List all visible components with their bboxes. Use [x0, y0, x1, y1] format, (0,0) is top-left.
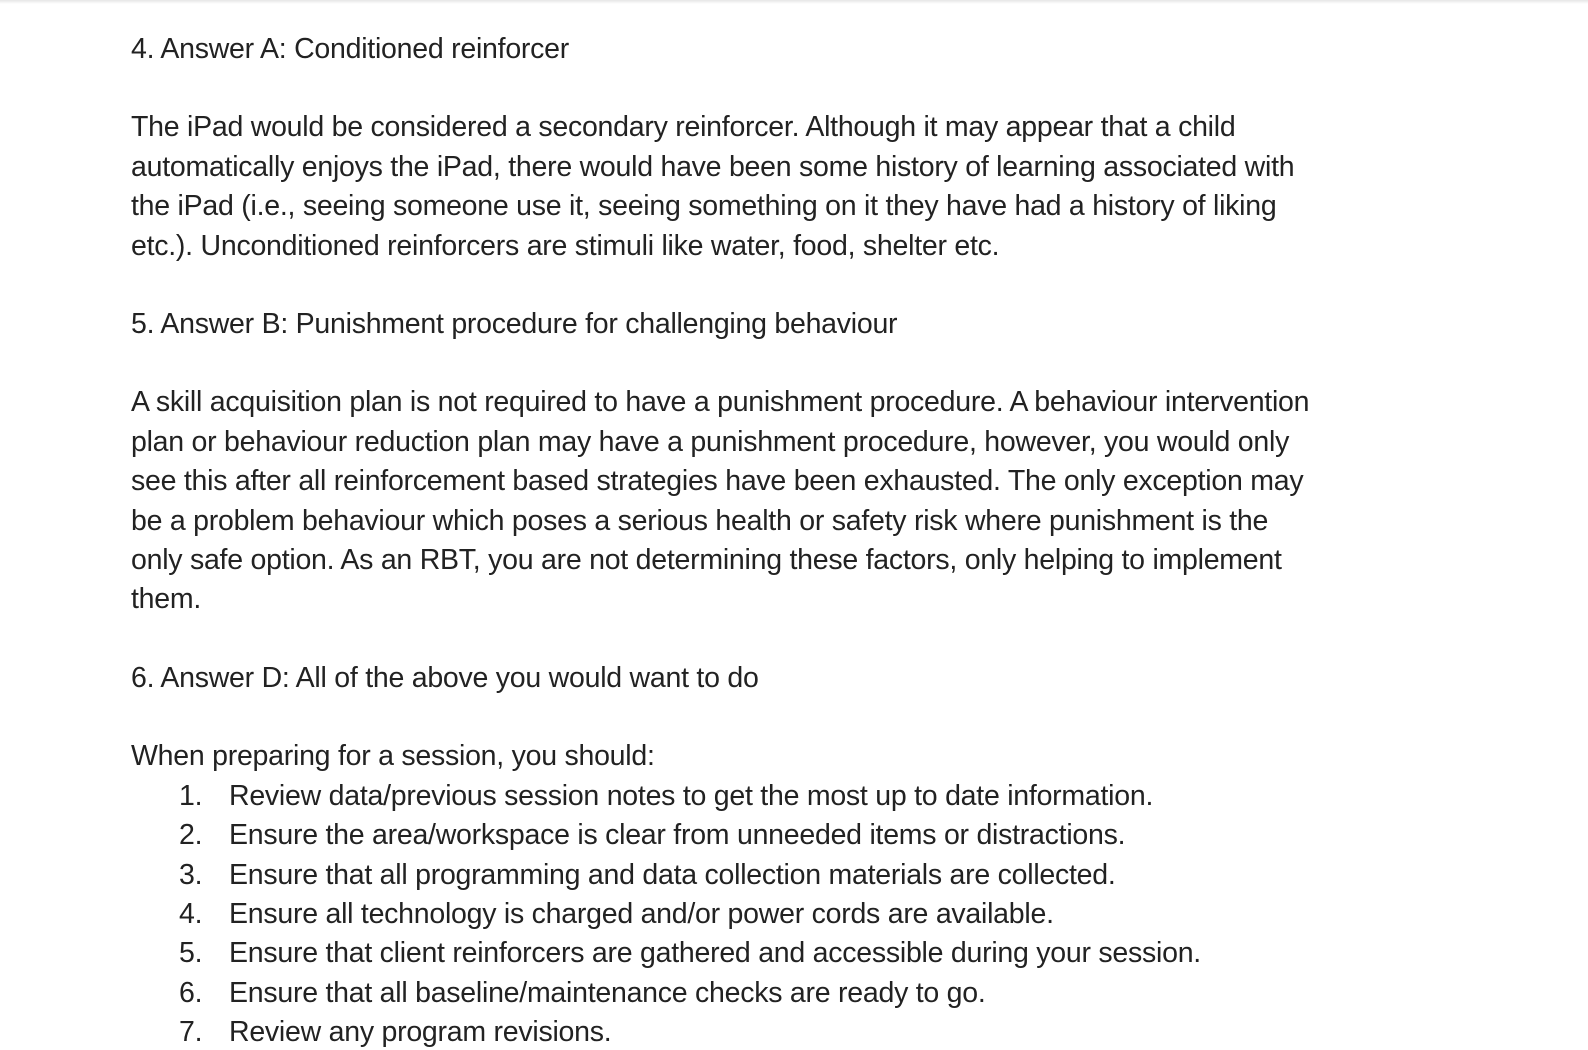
- text-line: the iPad (i.e., seeing someone use it, seeing something on it they have had a history of liking: [131, 190, 1277, 223]
- text-line: The iPad would be considered a secondary reinforcer. Although it may appear that a child: [131, 111, 1236, 144]
- list-item: [131, 856, 1431, 895]
- list-item-text: Review any program revisions.: [229, 1016, 612, 1049]
- list-item: [131, 895, 1431, 934]
- paragraph-gap: [131, 69, 1431, 108]
- list-item: [131, 777, 1431, 816]
- text-line: etc.). Unconditioned reinforcers are stimuli like water, food, shelter etc.: [131, 229, 1000, 262]
- answer-4-heading: 4. Answer A: Conditioned reinforcer: [131, 33, 569, 65]
- list-item: [131, 974, 1431, 1013]
- list-number: 1.: [179, 779, 203, 812]
- list-number: 6.: [179, 976, 203, 1009]
- list-item-text: Ensure that all programming and data collection materials are collected.: [229, 858, 1116, 891]
- paragraph-gap: [131, 266, 1431, 305]
- list-item: [131, 1013, 1431, 1050]
- text-line: see this after all reinforcement based strategies have been exhausted. The only exception may: [131, 465, 1304, 498]
- answer-5-heading: 5. Answer B: Punishment procedure for challenging behaviour: [131, 308, 898, 341]
- list-number: 5.: [179, 937, 203, 970]
- list-number: 7.: [179, 1016, 203, 1049]
- list-item: [131, 816, 1431, 855]
- session-prep-list: [131, 777, 1431, 1050]
- answer-6-heading: 6. Answer D: All of the above you would want to do: [131, 661, 759, 694]
- answer-4-explanation: [131, 108, 1431, 266]
- list-number: 2.: [179, 819, 203, 852]
- document-body[interactable]: [131, 30, 1431, 1050]
- text-line: A skill acquisition plan is not required to have a punishment procedure. A behaviour intervention: [131, 386, 1310, 419]
- list-item-text: Ensure the area/workspace is clear from unneeded items or distractions.: [229, 819, 1126, 852]
- list-item: [131, 934, 1431, 973]
- list-item-text: Ensure that client reinforcers are gathered and accessible during your session.: [229, 937, 1201, 970]
- list-item-text: Ensure that all baseline/maintenance checks are ready to go.: [229, 976, 986, 1009]
- list-item-text: Ensure all technology is charged and/or power cords are available.: [229, 897, 1054, 930]
- list-number: 4.: [179, 897, 203, 930]
- paragraph-gap: [131, 620, 1431, 659]
- text-line: them.: [131, 583, 202, 616]
- list-item-text: Review data/previous session notes to get the most up to date information.: [229, 779, 1154, 812]
- text-line: automatically enjoys the iPad, there would have been some history of learning associated with: [131, 150, 1295, 183]
- text-line: plan or behaviour reduction plan may have a punishment procedure, however, you would only: [131, 425, 1290, 458]
- answer-5-explanation: [131, 383, 1431, 619]
- paragraph-gap: [131, 698, 1431, 737]
- paragraph-gap: [131, 344, 1431, 383]
- answer-6-intro: When preparing for a session, you should:: [131, 740, 655, 773]
- text-line: be a problem behaviour which poses a serious health or safety risk where punishment is the: [131, 504, 1269, 537]
- text-line: only safe option. As an RBT, you are not determining these factors, only helping to implement: [131, 544, 1282, 577]
- list-number: 3.: [179, 858, 203, 891]
